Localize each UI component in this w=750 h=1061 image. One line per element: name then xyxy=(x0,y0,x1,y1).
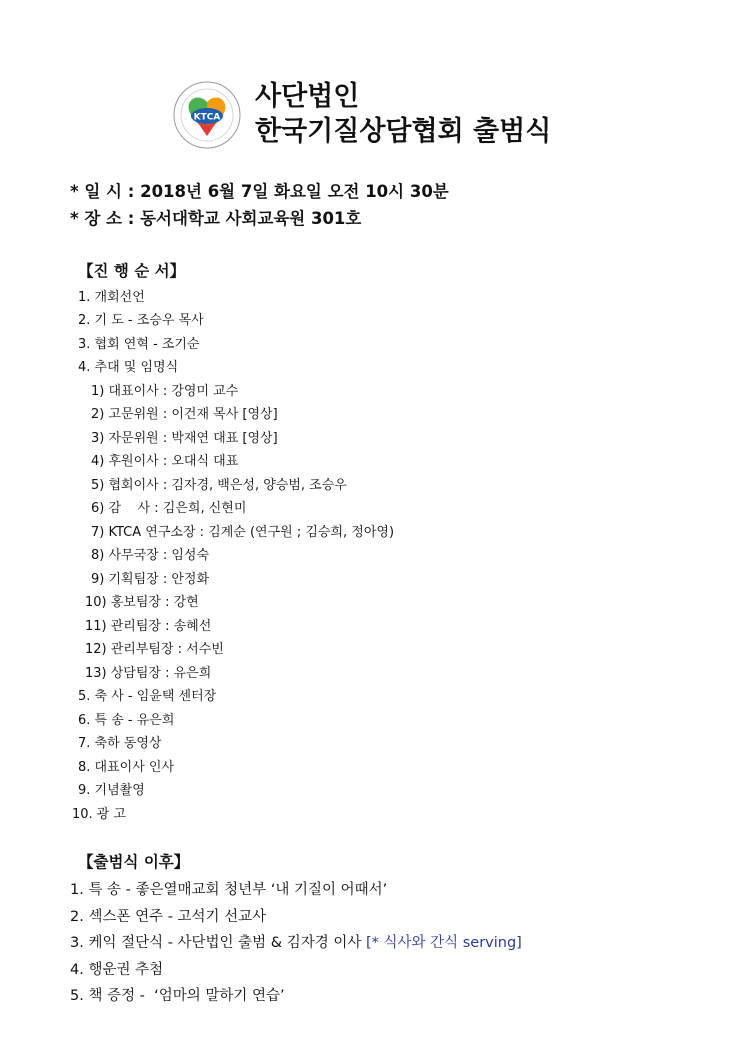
after-item: 4. 행운권 추첨 xyxy=(70,962,164,978)
program-item: 6. 특 송 - 유은희 xyxy=(78,713,175,728)
program-item: 5. 축 사 - 임윤택 센터장 xyxy=(78,689,217,704)
program-subitem: 11) 관리팀장 : 송혜선 xyxy=(85,619,212,634)
program-subitem: 3) 자문위원 : 박재연 대표 [영상] xyxy=(91,431,278,446)
program-heading: 【진 행 순 서】 xyxy=(78,262,186,280)
date-line: * 일 시 : 2018년 6월 7일 화요일 오전 10시 30분 xyxy=(70,182,449,201)
ktca-logo xyxy=(172,80,242,150)
program-item: 1. 개회선언 xyxy=(78,290,145,305)
after-item: 1. 특 송 - 좋은열매교회 청년부 ‘내 기질이 어때서’ xyxy=(70,882,388,898)
title-line-1: 사단법인 xyxy=(255,81,360,112)
program-subitem: 6) 감 사 : 김은희, 신현미 xyxy=(91,501,247,516)
logo-text: KTCA xyxy=(193,112,221,123)
title-line-2: 한국기질상담협회 출범식 xyxy=(255,116,552,147)
after-item xyxy=(70,931,522,953)
after-heading: 【출범식 이후】 xyxy=(78,853,190,871)
program-item: 2. 기 도 - 조승우 목사 xyxy=(78,313,204,328)
program-subitem: 7) KTCA 연구소장 : 김계순 (연구원 ; 김승희, 정아영) xyxy=(91,525,395,540)
program-item: 3. 협회 연혁 - 조기순 xyxy=(78,337,200,352)
program-subitem: 2) 고문위원 : 이건재 목사 [영상] xyxy=(91,407,278,422)
program-item: 7. 축하 동영상 xyxy=(78,736,162,751)
after-item-text: 3. 케익 절단식 - 사단법인 출범 & 김자경 이사 xyxy=(70,935,366,951)
place-line: * 장 소 : 동서대학교 사회교육원 301호 xyxy=(70,209,362,228)
program-item: 9. 기념촬영 xyxy=(78,783,145,798)
program-item: 10. 광 고 xyxy=(72,807,127,822)
program-subitem: 1) 대표이사 : 강영미 교수 xyxy=(91,384,239,399)
program-subitem: 9) 기획팀장 : 안정화 xyxy=(91,572,210,587)
program-subitem: 13) 상담팀장 : 유은희 xyxy=(85,666,212,681)
program-item: 8. 대표이사 인사 xyxy=(78,760,175,775)
program-subitem: 4) 후원이사 : 오대식 대표 xyxy=(91,454,239,469)
program-item: 4. 추대 및 임명식 xyxy=(78,360,179,375)
after-item: 5. 책 증정 - ‘엄마의 말하기 연습’ xyxy=(70,988,285,1004)
program-subitem: 12) 관리부팀장 : 서수빈 xyxy=(85,642,224,657)
after-item: 2. 섹스폰 연주 - 고석기 선교사 xyxy=(70,909,267,925)
program-subitem: 8) 사무국장 : 임성숙 xyxy=(91,548,210,563)
meal-note: [* 식사와 간식 serving] xyxy=(365,935,522,951)
program-subitem: 10) 홍보팀장 : 강현 xyxy=(85,595,199,610)
program-subitem: 5) 협회이사 : 김자경, 백은성, 양승범, 조승우 xyxy=(91,478,347,493)
